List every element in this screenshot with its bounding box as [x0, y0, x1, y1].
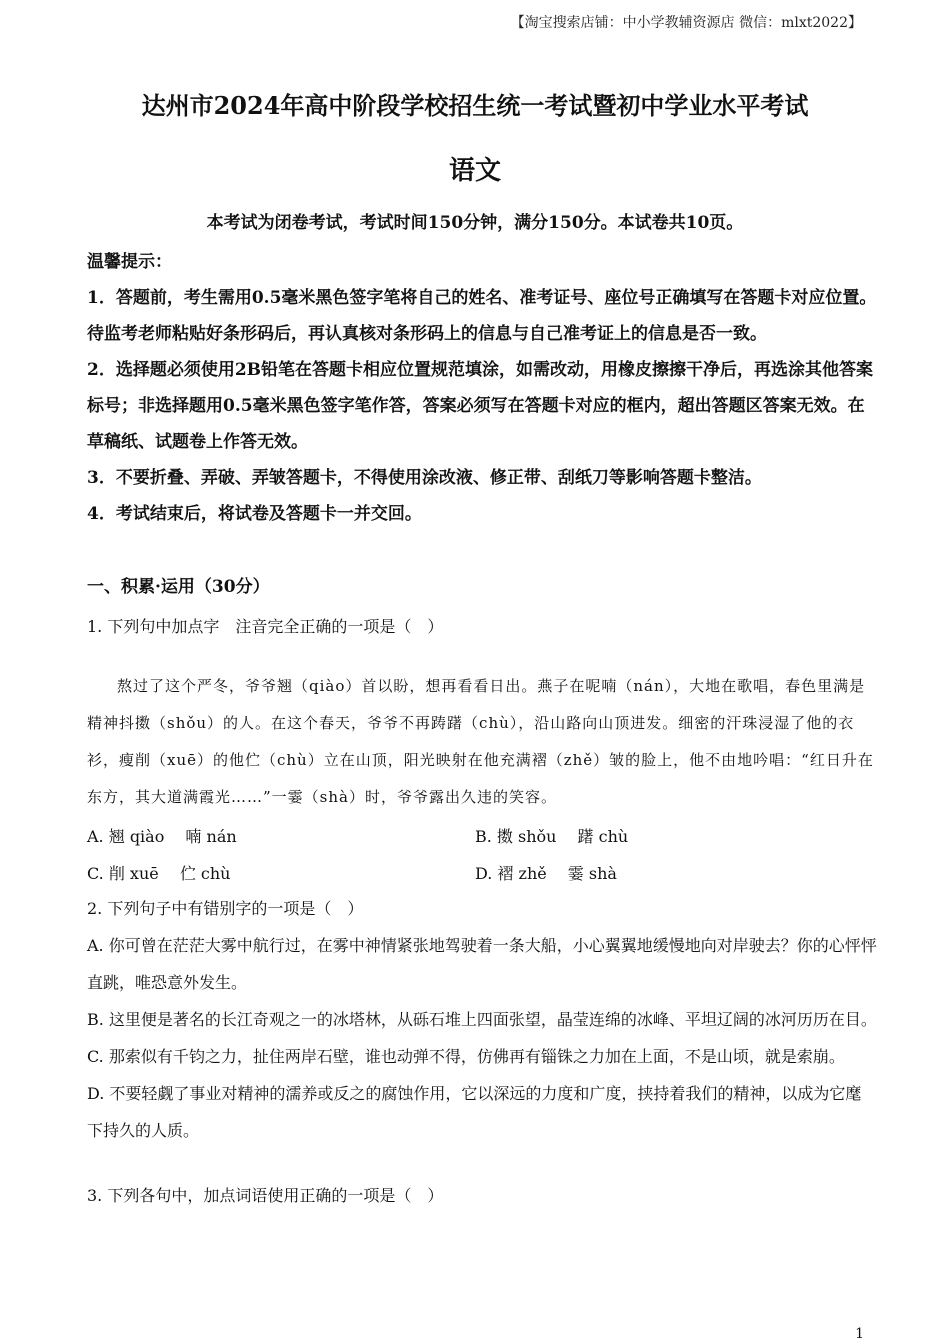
option-a: A. 翘 qiào 喃 nán — [87, 827, 237, 846]
question-text: 3. 下列各句中，加点词语使用正确的一项是（ ） — [87, 1186, 444, 1205]
option-c: C. 削 xuē 伫 chù — [87, 864, 231, 883]
question-3 — [87, 1177, 877, 1214]
question-1-options-row-1 — [87, 824, 877, 847]
notes-heading: 温馨提示： — [87, 252, 172, 272]
question-text: 1. 下列句中加点字 注音完全正确的一项是（ ） — [87, 617, 444, 636]
exam-notes — [87, 244, 877, 532]
note-item: 1．答题前，考生需用0.5毫米黑色签字笔将自己的姓名、准考证号、座位号正确填写在答题卡对应位置。待监考老师粘贴好条形码后，再认真核对条形码上的信息与自己准考证上的信息是否一致。 — [87, 288, 877, 344]
option-b: B. 擞 shǒu 躇 chù — [475, 827, 629, 846]
subject-title: 语文 — [448, 156, 501, 186]
header-note: 【淘宝搜索店铺：中小学教辅资源店 微信：mlxt2022】 — [510, 15, 862, 31]
section-heading: 一、积累·运用（30分） — [87, 577, 270, 597]
option-c: C. 那索似有千钧之力，扯住两岸石壁，谁也动弹不得，仿佛再有锱铢之力加在上面，不是山顷，就是索崩。 — [87, 1047, 845, 1066]
page-title: 达州市2024年高中阶段学校招生统一考试暨初中学业水平考试 — [141, 91, 809, 120]
question-text: 2. 下列句子中有错别字的一项是（ ） — [87, 899, 364, 918]
option-b: B. 这里便是著名的长江奇观之一的冰塔林，从砾石堆上四面张望，晶莹连绵的冰峰、平坦辽阔的冰河历历在目。 — [87, 1010, 877, 1029]
question-2 — [87, 890, 877, 1149]
question-1-stem — [87, 608, 877, 645]
question-1-passage — [87, 668, 877, 816]
note-item: 2．选择题必须使用2B铅笔在答题卡相应位置规范填涂，如需改动，用橡皮擦擦干净后，再选涂其他答案标号；非选择题用0.5毫米黑色签字笔作答，答案必须写在答题卡对应的框内，超出答题区答案无效。在草稿纸、试题卷上作答无效。 — [87, 360, 874, 452]
option-d: D. 褶 zhě 霎 shà — [475, 864, 617, 883]
exam-info: 本考试为闭卷考试，考试时间150分钟，满分150分。本试卷共10页。 — [206, 213, 744, 233]
option-a: A. 你可曾在茫茫大雾中航行过，在雾中神情紧张地驾驶着一条大船，小心翼翼地缓慢地向对岸驶去？你的心怦怦直跳，唯恐意外发生。 — [87, 936, 877, 992]
passage-text: 熬过了这个严冬，爷爷翘（qiào）首以盼，想再看看日出。燕子在呢喃（nán），大地在歌唱，春色里满是精神抖擞（shǒu）的人。在这个春天，爷爷不再踌躇（chù），沿山路向山顶进发。细密的汗珠浸湿了他的衣衫，瘦削（xuē）的他伫（chù）立在山顶，阳光映射在他充满褶（zhě）皱的脸上，他不由地吟唱：“红日升在东方，其大道满霞光……”一霎（shà）时，爷爷露出久违的笑容。 — [87, 677, 874, 806]
page-number: 1 — [855, 1326, 864, 1342]
option-d: D. 不要轻觑了事业对精神的濡养或反之的腐蚀作用，它以深远的力度和广度，挟持着我们的精神，以成为它麾下持久的人质。 — [87, 1084, 862, 1140]
question-1-options-row-2 — [87, 861, 877, 884]
note-item: 3．不要折叠、弄破、弄皱答题卡，不得使用涂改液、修正带、刮纸刀等影响答题卡整洁。 — [87, 468, 762, 488]
note-item: 4．考试结束后，将试卷及答题卡一并交回。 — [87, 504, 422, 524]
